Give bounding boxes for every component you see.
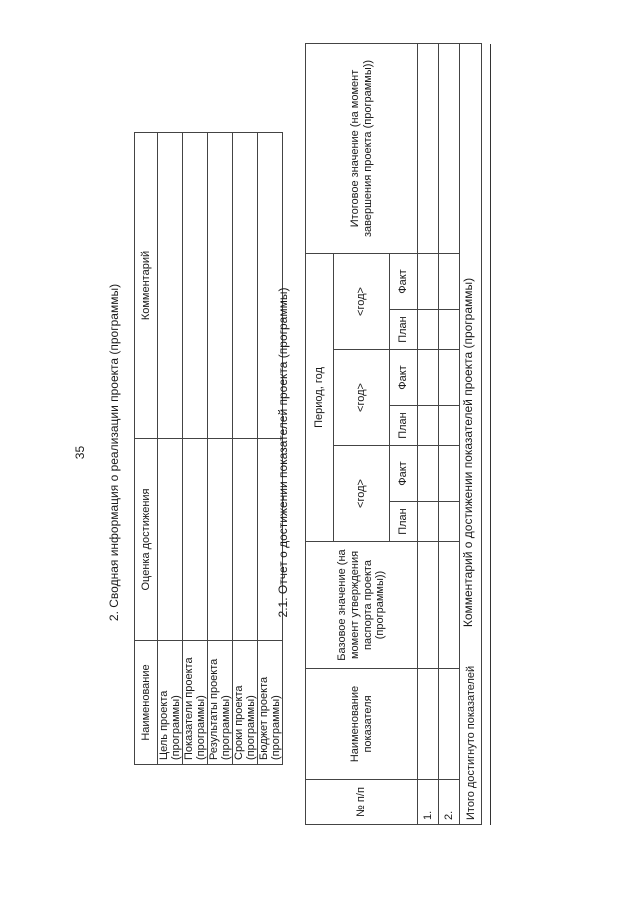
row-number: 1. xyxy=(418,780,439,825)
cell xyxy=(418,502,439,542)
cell xyxy=(439,43,460,253)
header-plan: План xyxy=(390,502,418,542)
header-indicator-name: Наименование показателя xyxy=(306,669,418,780)
header-fact: Факт xyxy=(390,253,418,309)
header-row-1 xyxy=(306,43,334,824)
row-label: Результаты проекта (программы) xyxy=(208,641,233,765)
table-row xyxy=(158,133,183,765)
cell xyxy=(439,310,460,350)
page-number: 35 xyxy=(73,445,87,460)
header-comment: Комментарий xyxy=(135,133,158,439)
table-row xyxy=(208,133,233,765)
cell xyxy=(418,350,439,406)
header-period: Период, год xyxy=(306,253,334,541)
header-name: Наименование xyxy=(135,641,158,765)
header-base-value: Базовое значение (на момент утверждения паспорта проекта (программы)) xyxy=(306,542,418,669)
total-label: Итого достигнуто показателей xyxy=(460,43,482,824)
table-row xyxy=(439,43,460,824)
indicators-table xyxy=(305,43,482,825)
cell xyxy=(439,253,460,309)
cell-comment xyxy=(208,133,233,439)
row-label: Бюджет проекта (программы) xyxy=(258,641,283,765)
header-fact: Факт xyxy=(390,446,418,502)
comment-caption: Комментарий о достижении показателей проекта (программы) xyxy=(461,277,475,628)
comment-line xyxy=(490,44,491,825)
cell-comment xyxy=(158,133,183,439)
row-label: Показатели проекта (программы) xyxy=(183,641,208,765)
row-label: Сроки проекта (программы) xyxy=(233,641,258,765)
table-row xyxy=(418,43,439,824)
row-label: Цель проекта (программы) xyxy=(158,641,183,765)
cell-comment xyxy=(183,133,208,439)
cell xyxy=(439,350,460,406)
cell xyxy=(439,542,460,669)
summary-caption: 2. Сводная информация о реализации проекта (программы) xyxy=(107,283,121,622)
summary-table xyxy=(134,132,283,765)
cell-assessment xyxy=(208,439,233,641)
cell xyxy=(418,669,439,780)
cell xyxy=(418,43,439,253)
cell xyxy=(439,669,460,780)
header-final-value: Итоговое значение (на момент завершения проекта (программы)) xyxy=(306,43,418,253)
cell xyxy=(418,406,439,446)
header-year: <год> xyxy=(334,253,390,349)
cell-assessment xyxy=(183,439,208,641)
header-year: <год> xyxy=(334,446,390,542)
header-assessment: Оценка достижения xyxy=(135,439,158,641)
cell xyxy=(418,446,439,502)
table-row xyxy=(183,133,208,765)
cell xyxy=(418,542,439,669)
header-plan: План xyxy=(390,310,418,350)
table-row xyxy=(233,133,258,765)
cell xyxy=(439,406,460,446)
cell-assessment xyxy=(158,439,183,641)
summary-header-row xyxy=(135,133,158,765)
header-num: № п/п xyxy=(306,780,418,825)
cell-assessment xyxy=(233,439,258,641)
cell-comment xyxy=(233,133,258,439)
cell xyxy=(418,310,439,350)
cell xyxy=(439,446,460,502)
row-number: 2. xyxy=(439,780,460,825)
cell xyxy=(439,502,460,542)
header-fact: Факт xyxy=(390,350,418,406)
indicators-caption: 2.1. Отчет о достижении показателей проекта (программы) xyxy=(276,287,290,618)
header-year: <год> xyxy=(334,350,390,446)
cell xyxy=(418,253,439,309)
header-plan: План xyxy=(390,406,418,446)
